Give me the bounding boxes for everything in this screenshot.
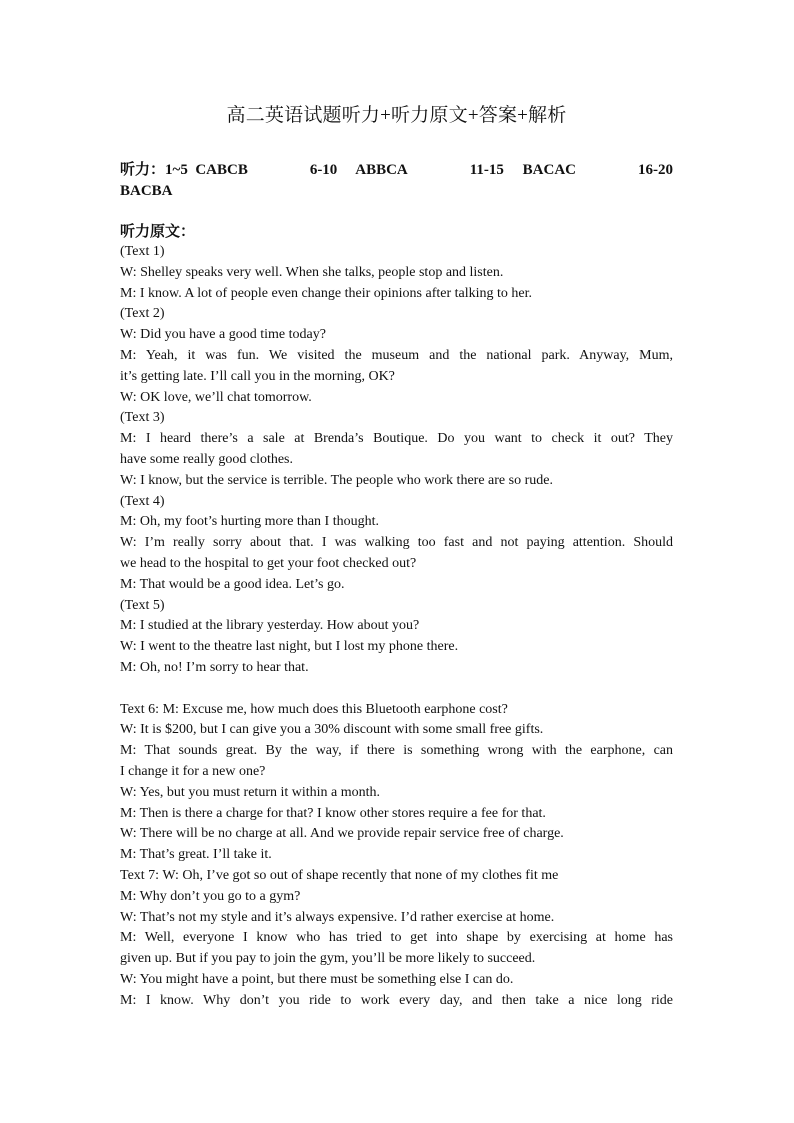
transcript-line: (Text 4) [120, 493, 165, 509]
transcript-line: (Text 3) [120, 410, 165, 426]
transcript-line: M: Why don’t you go to a gym? [120, 888, 301, 904]
transcript-line: Text 7: W: Oh, I’ve got so out of shape recently that none of my clothes fit me [120, 867, 559, 883]
transcript-line: W: I’m really sorry about that. I was walking too fast and not paying attention. Should [120, 535, 673, 551]
answer-16-20-values: BACBA [120, 183, 173, 199]
answer-label: 听力： [120, 162, 166, 178]
answer-11-15: 11-15 BACAC [469, 162, 576, 178]
transcript-heading: 听力原文： [120, 224, 196, 240]
transcript-line: it’s getting late. I’ll call you in the morning, OK? [120, 368, 395, 384]
transcript-line: M: That sounds great. By the way, if there is something wrong with the earphone, can [120, 743, 673, 759]
transcript-line: W: Shelley speaks very well. When she talks, people stop and listen. [120, 264, 504, 280]
transcript-line: M: Then is there a charge for that? I know other stores require a fee for that. [120, 805, 546, 821]
transcript-body [120, 242, 673, 1011]
transcript-line: (Text 1) [120, 244, 165, 259]
transcript-line: W: There will be no charge at all. And we provide repair service free of charge. [120, 826, 564, 842]
transcript-line: M: I studied at the library yesterday. How about you? [120, 618, 420, 634]
transcript-line: (Text 5) [120, 597, 165, 613]
answer-1-5: 1~5 CABCB [165, 162, 248, 178]
blank-line [120, 679, 673, 700]
transcript-line: M: Oh, my foot’s hurting more than I thought. [120, 514, 379, 530]
transcript-line: M: I know. Why don’t you ride to work every day, and then take a nice long ride [120, 992, 673, 1008]
transcript-line: I change it for a new one? [120, 763, 266, 779]
transcript-line: W: That’s not my style and it’s always expensive. I’d rather exercise at home. [120, 909, 555, 925]
transcript-line: have some really good clothes. [120, 451, 294, 467]
transcript-line: M: I know. A lot of people even change their opinions after talking to her. [120, 285, 532, 301]
transcript-line: W: I went to the theatre last night, but I lost my phone there. [120, 639, 459, 655]
answer-key-row [120, 160, 673, 181]
transcript-line: given up. But if you pay to join the gym, you’ll be more likely to succeed. [120, 951, 536, 967]
transcript-line: M: Yeah, it was fun. We visited the museum and the national park. Anyway, Mum, [120, 347, 673, 363]
answer-16-20-label: 16-20 [637, 162, 673, 178]
transcript-line: M: Well, everyone I know who has tried to get into shape by exercising at home has [120, 930, 673, 946]
transcript-line: W: Yes, but you must return it within a month. [120, 784, 381, 800]
document-title: 高二英语试题听力+听力原文+答案+解析 [226, 105, 567, 126]
transcript-line: W: Did you have a good time today? [120, 327, 326, 343]
transcript-line: Text 6: M: Excuse me, how much does this Bluetooth earphone cost? [120, 701, 508, 717]
transcript-line: M: I heard there’s a sale at Brenda’s Boutique. Do you want to check it out? They [120, 431, 673, 447]
transcript-line: W: You might have a point, but there must be something else I can do. [120, 971, 514, 987]
answer-group-1 [120, 160, 248, 181]
transcript-line: (Text 2) [120, 306, 165, 322]
transcript-line: W: It is $200, but I can give you a 30% discount with some small free gifts. [120, 722, 544, 738]
transcript-line: M: That’s great. I’ll take it. [120, 847, 272, 863]
transcript-line: M: That would be a good idea. Let’s go. [120, 576, 345, 592]
transcript-line: W: OK love, we’ll chat tomorrow. [120, 389, 312, 405]
transcript-line: M: Oh, no! I’m sorry to hear that. [120, 659, 309, 675]
transcript-line: we head to the hospital to get your foot checked out? [120, 555, 417, 571]
answer-6-10: 6-10 ABBCA [309, 162, 408, 178]
answer-key [120, 160, 673, 202]
transcript-line: W: I know, but the service is terrible. The people who work there are so rude. [120, 472, 553, 488]
